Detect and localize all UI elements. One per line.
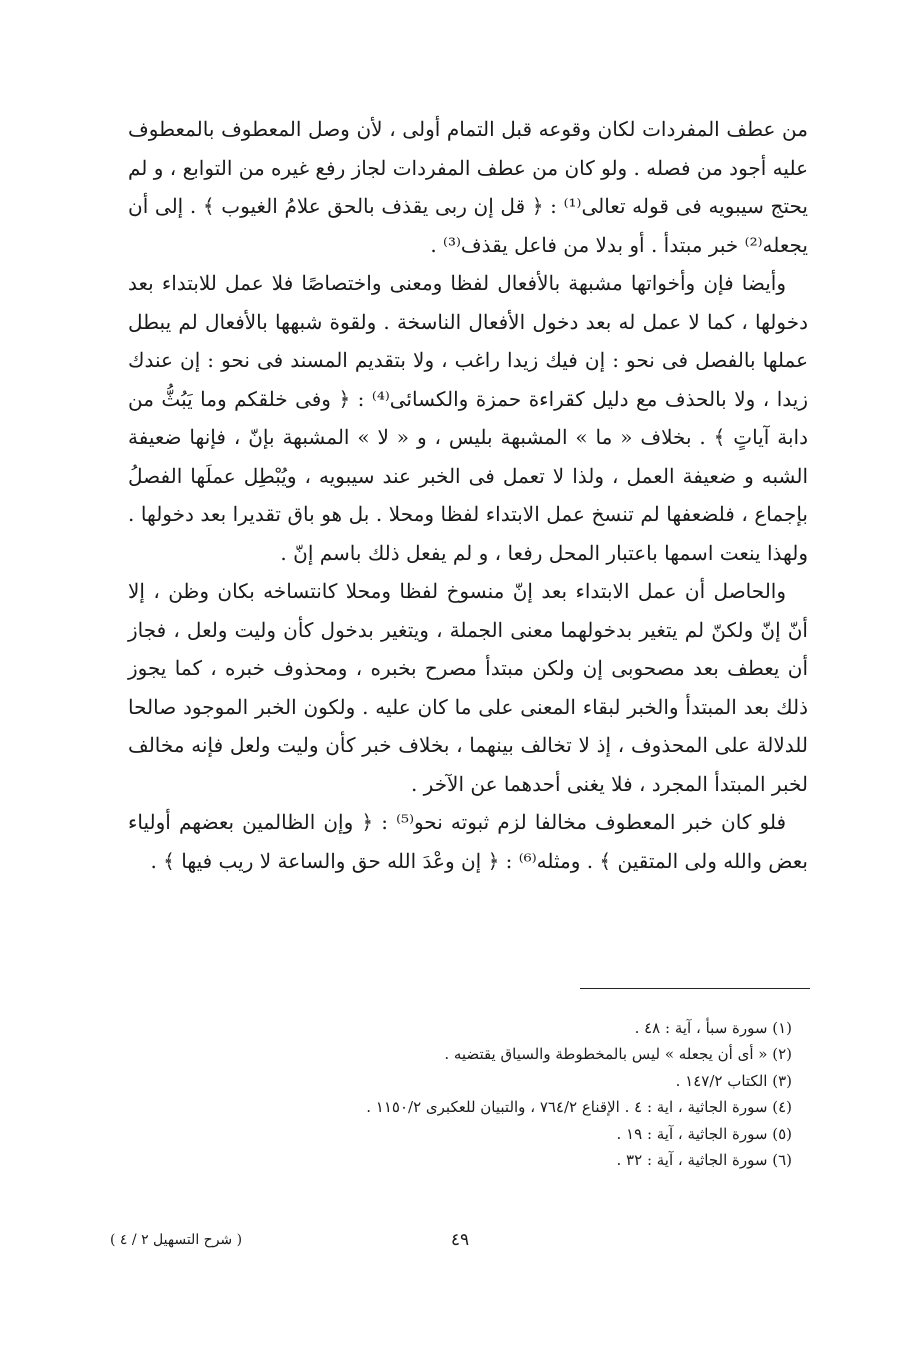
footnote-2: (٢) « أى أن يجعله » ليس بالمخطوطة والسياق يقتضيه .: [444, 1045, 792, 1064]
running-reference: ( شرح التسهيل ٢ / ٤ ): [110, 1232, 243, 1248]
page-number: ٤٩: [450, 1230, 470, 1250]
footnote-5: (٥) سورة الجاثية ، آية : ١٩ .: [616, 1124, 792, 1143]
page-footer: [110, 1230, 810, 1260]
paragraph-1: من عطف المفردات لكان وقوعه قبل التمام أولى ، لأن وصل المعطوف بالمعطوف عليه أجود من فصله . ولو كان من عطف المفردات لجاز رفع غيره من التوابع ، و لم يحتج سيبويه فى قوله تعالى⁽¹⁾ : ﴿ قل إن ربى يقذف بالحق علامُ الغيوب ﴾ . إلى أن يجعله⁽²⁾ خبر مبتدأ . أو بدلا من فاعل يقذف⁽³⁾ .: [128, 117, 808, 257]
footnote-divider: [580, 988, 810, 989]
paragraph-3: والحاصل أن عمل الابتداء بعد إنّ منسوخ لفظا ومحلا كانتساخه بكان وظن ، إلا أنّ إنّ ولكنّ لم يتغير بدخولهما معنى الجملة ، ويتغير بدخول كأن وليت ولعل ، فجاز أن يعطف بعد مصحوبى إن ولكن مبتدأ مصرح بخبره ، ومحذوف خبره ، كما يجوز ذلك بعد المبتدأ والخبر لبقاء المعنى على ما كان عليه . ولكون الخبر الموجود صالحا للدلالة على المحذوف ، إذ لا تخالف بينهما ، بخلاف خبر كأن وليت ولعل فإنه مخالف لخبر المبتدأ المجرد ، فلا يغنى أحدهما عن الآخر .: [128, 579, 809, 796]
footnote-6: (٦) سورة الجاثية ، آية : ٣٢ .: [616, 1151, 792, 1170]
footnotes: [128, 1015, 792, 1173]
footnote-1: (١) سورة سبأ ، آية : ٤٨ .: [634, 1019, 792, 1037]
main-text: [128, 110, 808, 880]
paragraph-4: فلو كان خبر المعطوف مخالفا لزم ثبوته نحو⁽⁵⁾ : ﴿ وإن الظالمين بعضهم أولياء بعض والله ولى المتقين ﴾ . ومثله⁽⁶⁾ : ﴿ إن وعْدَ الله حق والساعة لا ريب فيها ﴾ .: [128, 810, 808, 873]
footnote-3: (٣) الكتاب ١٤٧/٢ .: [675, 1071, 792, 1090]
paragraph-2: وأيضا فإن وأخواتها مشبهة بالأفعال لفظا ومعنى واختصاصًا فلا عمل للابتداء بعد دخولها ، كما لا عمل له بعد دخول الأفعال الناسخة . ولقوة شبهها بالأفعال لم يبطل عملها بالفصل فى نحو : إن فيك زيدا راغب ، ولا بتقديم المسند فى نحو : إن عندك زيدا ، ولا بالحذف مع دليل كقراءة حمزة والكسائى⁽⁴⁾ : ﴿ وفى خلقكم وما يَبُثُّ من دابة آياتٍ ﴾ . بخلاف « ما » المشبهة بليس ، و « لا » المشبهة بإنّ ، فإنها ضعيفة الشبه و ضعيفة العمل ، ولذا لا تعمل فى الخبر عند سيبويه ، ويُبْطِل عملَها الفصلُ بإجماع ، فلضعفها لم تنسخ عمل الابتداء لفظا ومحلا . بل هو باق تقديرا بعد دخولها . ولهذا ينعت اسمها باعتبار المحل رفعا ، و لم يفعل ذلك باسم إنّ .: [128, 271, 809, 565]
footnote-4: (٤) سورة الجاثية ، اية : ٤ . الإقناع ٧٦٤/٢ ، والتبيان للعكبرى ١١٥٠/٢ .: [366, 1098, 792, 1117]
